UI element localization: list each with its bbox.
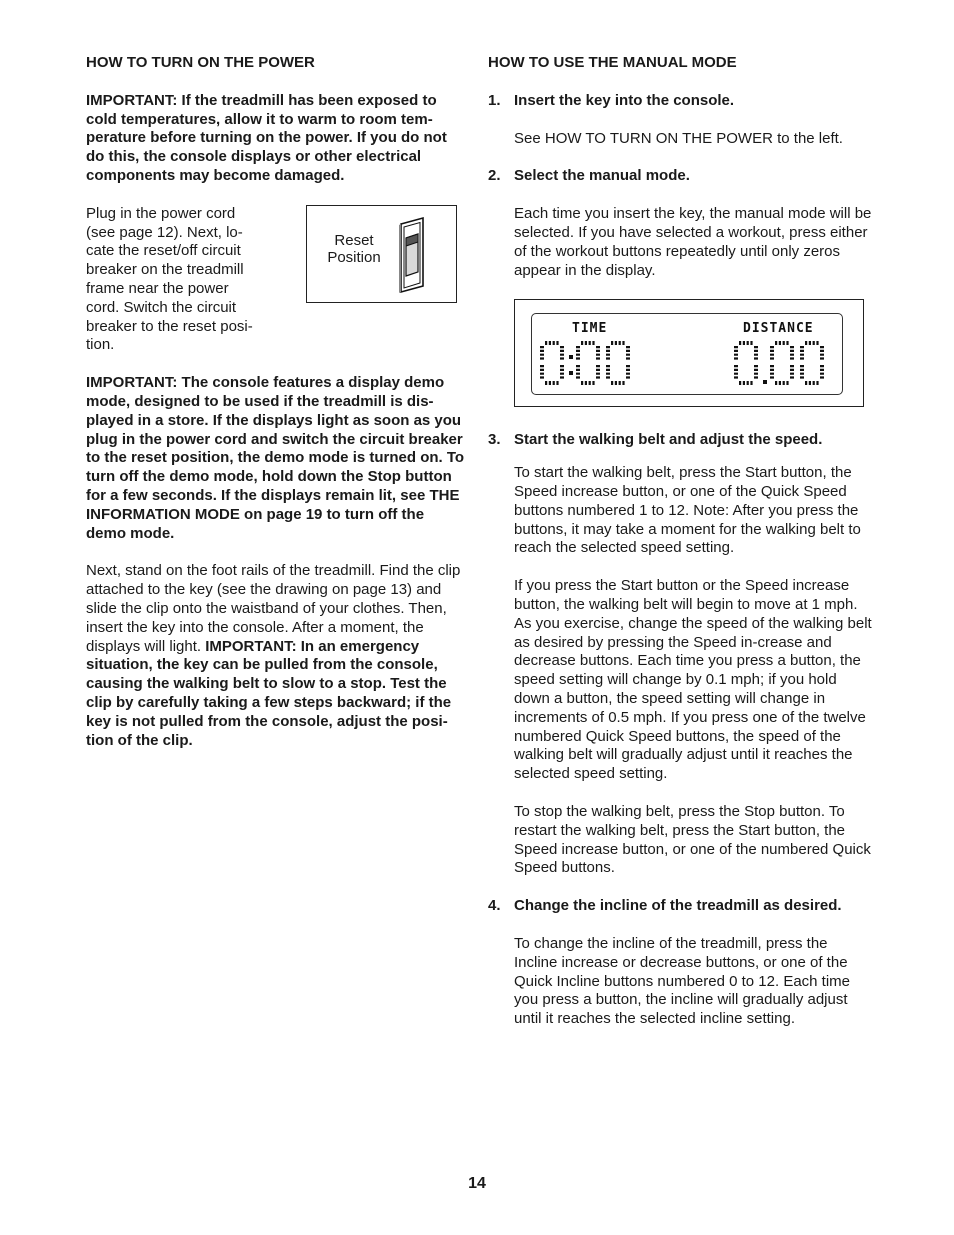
step-3-title: 3. Start the walking belt and adjust the speed. bbox=[488, 431, 823, 449]
lcd-time-label: TIME bbox=[572, 321, 608, 337]
step-3-text-3: To stop the walking belt, press the Stop button. To restart the walking belt, press the Start button, the Speed increase button, or one of the numbered Quick Speed buttons. bbox=[514, 802, 871, 877]
important-note-demo: IMPORTANT: The console features a display demo mode, designed to be used if the treadmill is dis-played in a store. If the displays light as soon as you plug in the power cord and switch the circuit breaker to the reset position, the demo mode is turned on. To turn off the demo mode, hold down the Stop button for a few seconds. If the displays remain lit, see THE INFORMATION MODE on page 19 to turn off the demo mode. bbox=[86, 374, 465, 542]
step-4-title: 4. Change the incline of the treadmill as desired. bbox=[488, 897, 842, 915]
step-1-text: See HOW TO TURN ON THE POWER to the left. bbox=[514, 129, 843, 147]
reset-position-label: Reset Position bbox=[327, 231, 381, 266]
step-3-text-1: To start the walking belt, press the Start button, the Speed increase button, or one of the Quick Speed buttons numbered 1 to 12. Note: After you press the buttons, it may take a moment for the walking belt to reach the selected speed setting. bbox=[514, 464, 861, 557]
step-2-text: Each time you insert the key, the manual mode will be selected. If you have selected a workout, press either of the workout buttons repeatedly until only zeros appear in the display. bbox=[514, 205, 872, 279]
lcd-distance-label: DISTANCE bbox=[743, 321, 814, 337]
lcd-distance-value bbox=[734, 340, 826, 388]
plug-in-section bbox=[86, 205, 468, 355]
section-heading-power: HOW TO TURN ON THE POWER bbox=[86, 54, 315, 71]
page-number: 14 bbox=[468, 1175, 486, 1192]
step-4-text: To change the incline of the treadmill, press the Incline increase or decrease buttons, or one of the Quick Incline buttons numbered 0 to 12. Each time you press a button, the incline will gradually adjust until it reaches the selected incline setting. bbox=[514, 934, 851, 1028]
reset-position-figure bbox=[306, 205, 457, 303]
circuit-breaker-switch-icon bbox=[395, 216, 429, 294]
step-3-text-2: If you press the Start button or the Speed increase button, the walking belt will begin to move at 1 mph. As you exercise, change the speed of the walking belt as desired by pressing the Speed in-crease and decrease buttons. Each time you press a button, the speed setting will change by 0.1 mph; if you hold down a button, the speed setting will change in increments of 0.5 mph. If you press one of the twelve numbered Quick Speed buttons, the speed of the walking belt will gradually adjust until it reaches the selected speed setting. bbox=[514, 577, 872, 783]
right-column bbox=[488, 54, 872, 1029]
lcd-time-value bbox=[540, 340, 632, 388]
console-display-figure bbox=[514, 299, 864, 407]
important-note-cold: IMPORTANT: If the treadmill has been exposed to cold temperatures, allow it to warm to room tem-perature before turning on the power. If you do not do this, the console displays or other electrical components may become damaged. bbox=[86, 91, 447, 184]
left-column bbox=[86, 54, 468, 750]
plug-in-text: Plug in the power cord (see page 12). Next, lo-cate the reset/off circuit breaker on the treadmill frame near the power cord. Switch the circuit breaker to the reset posi-tion. bbox=[86, 204, 253, 354]
key-clip-paragraph: Next, stand on the foot rails of the treadmill. Find the clip attached to the key (see the drawing on page 13) and slide the clip onto the waistband of your clothes. Then, insert the key into the console. After a moment, the displays will light. IMPORTANT: In an emergency situation, the key can be pulled from the console, causing the walking belt to slow to a stop. Test the clip by carefully taking a few steps backward; if the key is not pulled from the console, adjust the posi-tion of the clip. bbox=[86, 562, 461, 749]
lcd-display bbox=[531, 313, 843, 395]
section-heading-manual: HOW TO USE THE MANUAL MODE bbox=[488, 54, 737, 71]
step-1-title: 1. Insert the key into the console. bbox=[488, 91, 735, 109]
step-2-title: 2. Select the manual mode. bbox=[488, 167, 690, 185]
